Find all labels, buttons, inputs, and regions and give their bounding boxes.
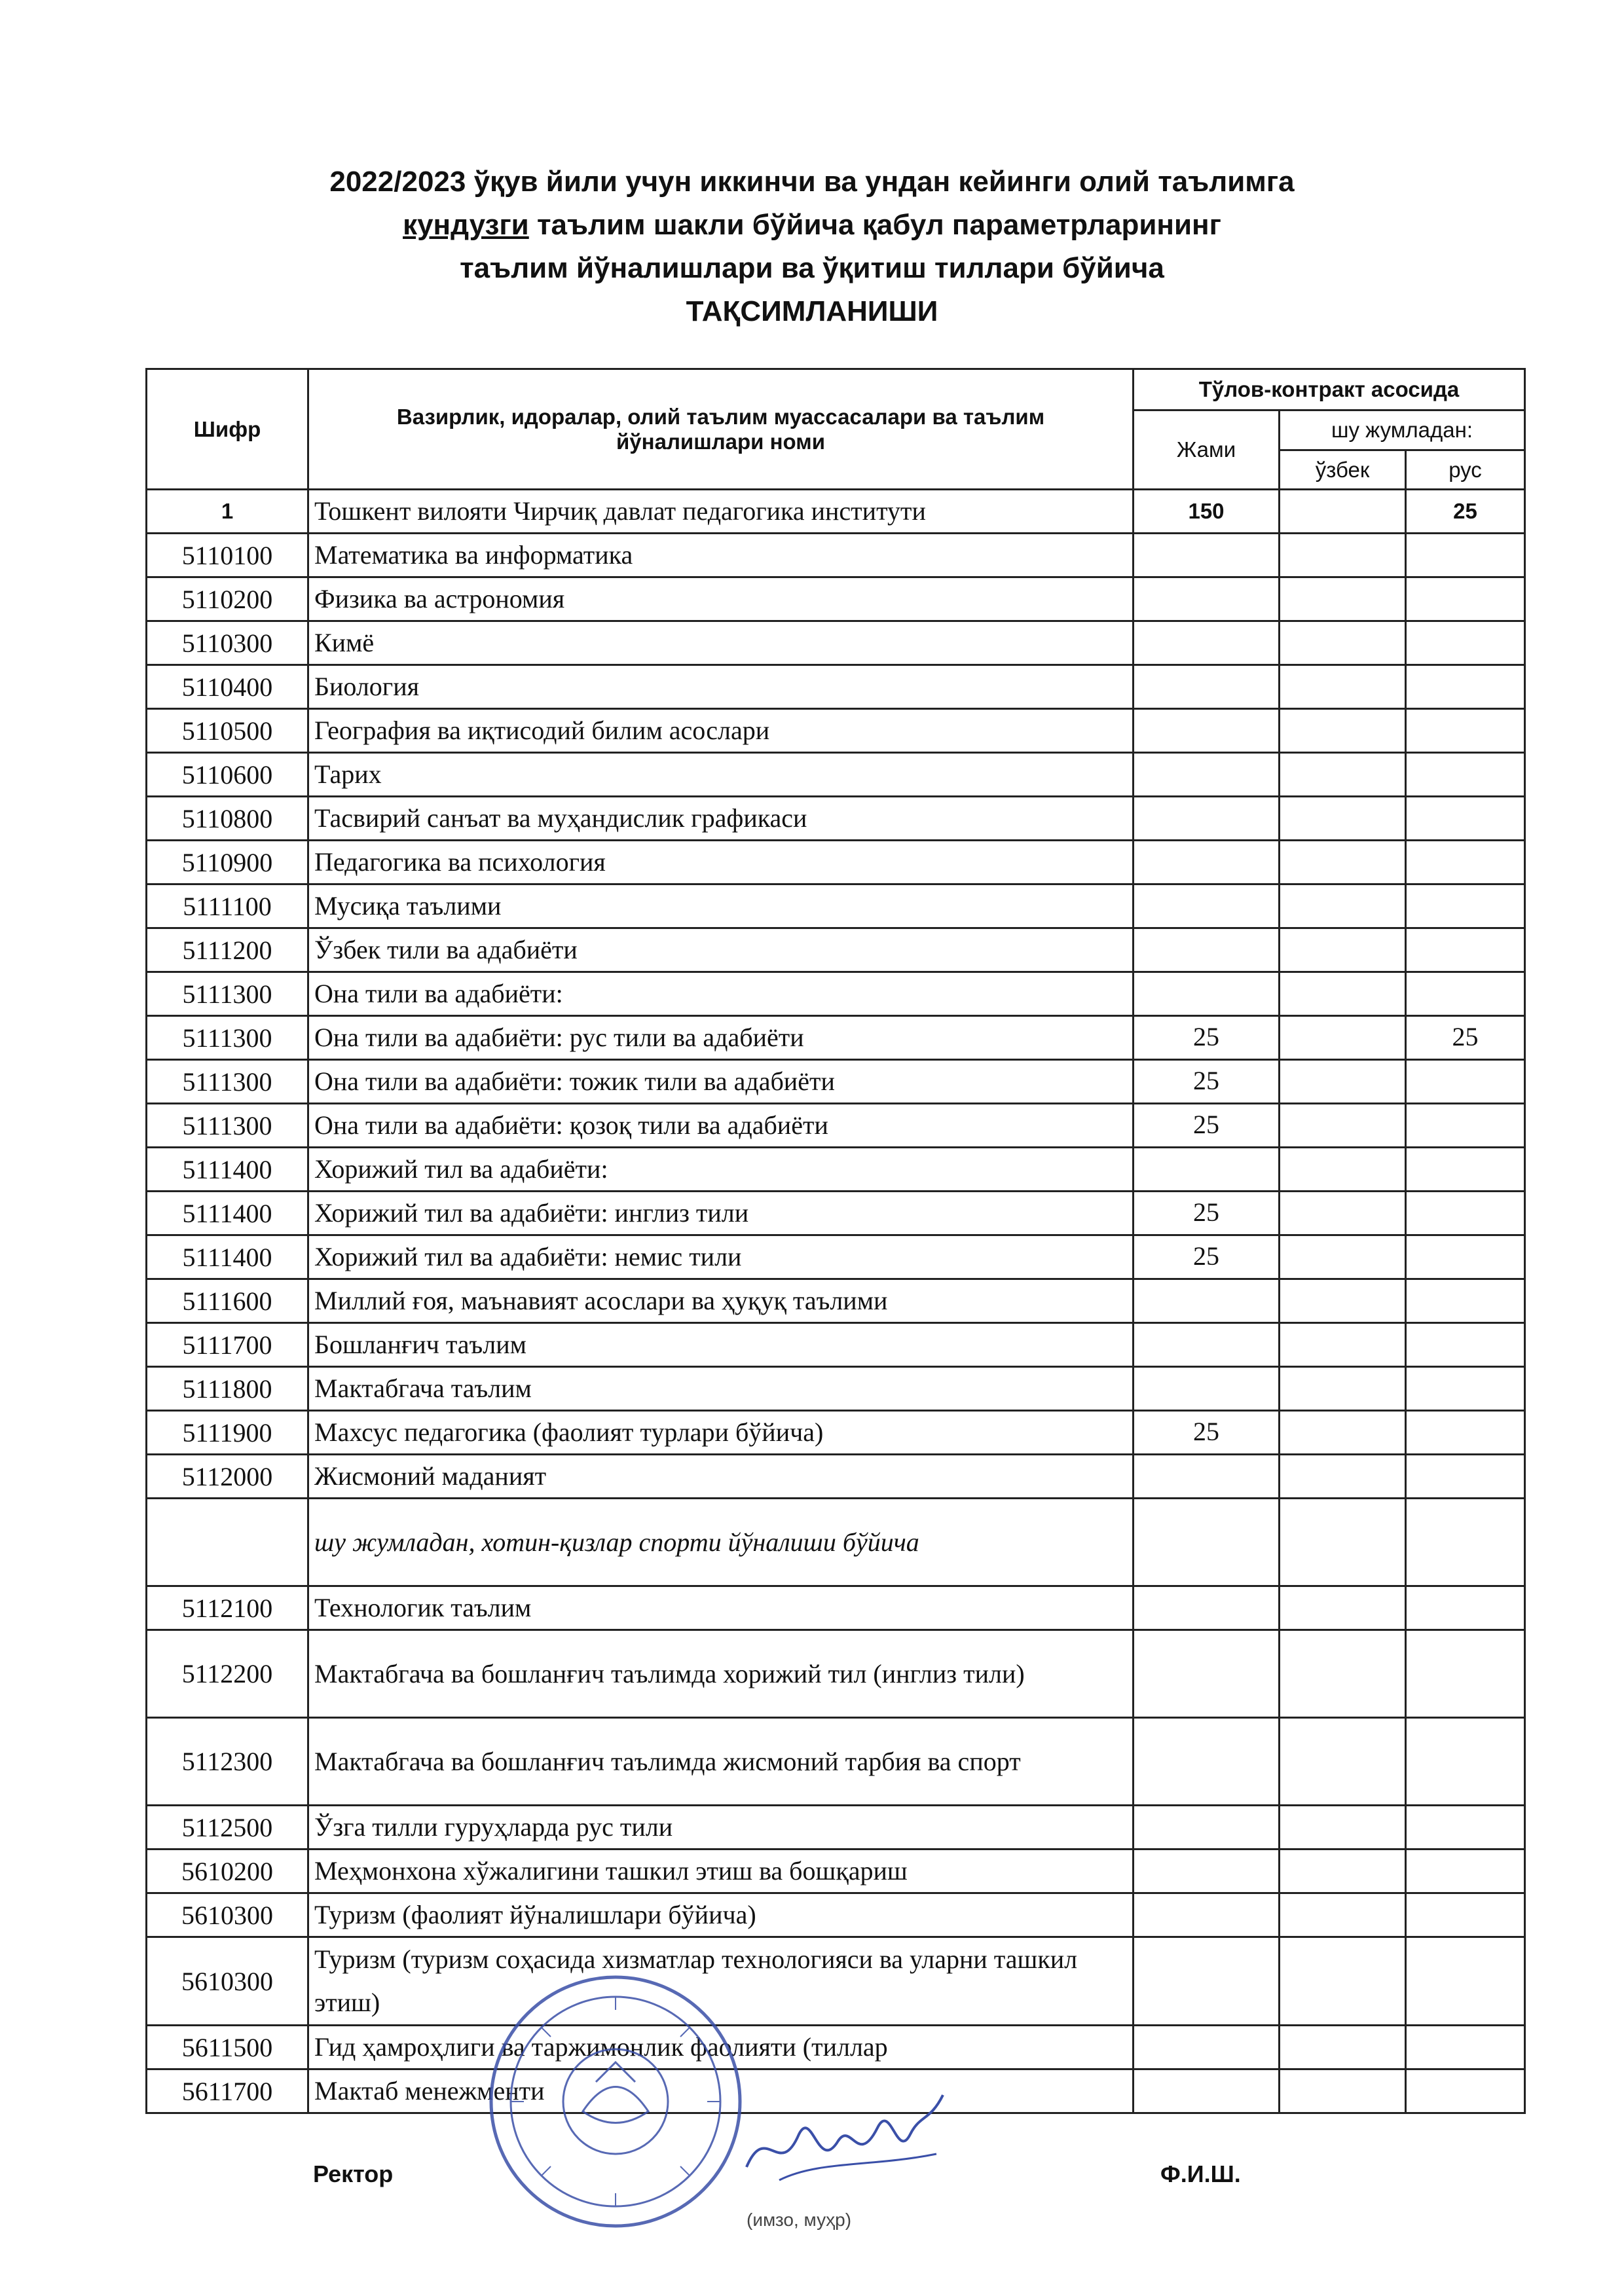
row-code: 5111300 [147,1060,308,1104]
table-row [147,797,1525,841]
table-row [147,621,1525,665]
row-code: 5111100 [147,884,308,928]
row-total [1134,1937,1280,2026]
row-uzbek [1280,797,1406,841]
row-name: Меҳмонхона хўжалигини ташкил этиш ва бошқариш [308,1850,1134,1893]
table-row [147,753,1525,797]
table-row [147,1455,1525,1499]
row-russian [1406,1630,1525,1718]
row-name: Туризм (туризм соҳасида хизматлар технологияси ва уларни ташкил этиш) [308,1937,1134,2026]
row-uzbek [1280,1411,1406,1455]
row-uzbek [1280,665,1406,709]
row-code: 5610200 [147,1850,308,1893]
row-total [1134,1323,1280,1367]
row-uzbek [1280,1586,1406,1630]
institution-uzbek [1280,490,1406,534]
row-russian [1406,665,1525,709]
row-russian: 25 [1406,1016,1525,1060]
row-name: Она тили ва адабиёти: тожик тили ва адабиёти [308,1060,1134,1104]
row-russian [1406,1323,1525,1367]
row-total [1134,2069,1280,2113]
title-line-4: ТАҚСИМЛАНИШИ [686,295,938,327]
table-row [147,1850,1525,1893]
row-code: 5111400 [147,1148,308,1192]
row-russian [1406,1104,1525,1148]
table-row [147,1893,1525,1937]
row-total [1134,841,1280,884]
row-russian [1406,2026,1525,2069]
row-uzbek [1280,1367,1406,1411]
row-russian [1406,1806,1525,1850]
row-total [1134,1148,1280,1192]
institution-row [147,490,1525,534]
institution-code: 1 [147,490,308,534]
row-code: 5111200 [147,928,308,972]
institution-russian: 25 [1406,490,1525,534]
row-total [1134,577,1280,621]
signature-icon [740,2082,950,2200]
row-name: Тасвирий санъат ва муҳандислик графикаси [308,797,1134,841]
row-total [1134,1586,1280,1630]
row-name: Гид ҳамроҳлиги ва таржимонлик фаолияти (тиллар [308,2026,1134,2069]
row-name: Хорижий тил ва адабиёти: немис тили [308,1235,1134,1279]
row-russian [1406,1279,1525,1323]
row-uzbek [1280,2069,1406,2113]
row-total [1134,1718,1280,1806]
row-code: 5112500 [147,1806,308,1850]
row-russian [1406,1850,1525,1893]
row-total [1134,797,1280,841]
row-russian [1406,1235,1525,1279]
row-code: 5111800 [147,1367,308,1411]
title-line-2 [0,204,1624,247]
document-title [0,160,1624,333]
row-name: Физика ва астрономия [308,577,1134,621]
row-code: 5110900 [147,841,308,884]
row-total [1134,928,1280,972]
row-code: 5112000 [147,1455,308,1499]
row-uzbek [1280,534,1406,577]
row-uzbek [1280,753,1406,797]
row-name: Мусиқа таълими [308,884,1134,928]
row-name: Педагогика ва психология [308,841,1134,884]
table-row [147,1718,1525,1806]
table-row [147,1323,1525,1367]
row-code: 5110100 [147,534,308,577]
row-uzbek [1280,1279,1406,1323]
row-code: 5110800 [147,797,308,841]
table-row [147,1411,1525,1455]
row-code: 5111300 [147,972,308,1016]
row-total: 25 [1134,1104,1280,1148]
row-name: Биология [308,665,1134,709]
row-uzbek [1280,1499,1406,1586]
row-name: Мактабгача таълим [308,1367,1134,1411]
row-uzbek [1280,928,1406,972]
row-russian [1406,972,1525,1016]
table-row [147,1016,1525,1060]
table-row [147,1148,1525,1192]
table-row [147,1630,1525,1718]
row-name: Хорижий тил ва адабиёти: [308,1148,1134,1192]
table-row [147,841,1525,884]
row-code: 5110600 [147,753,308,797]
row-name: Она тили ва адабиёти: қозоқ тили ва адабиёти [308,1104,1134,1148]
header-total: Жами [1134,410,1280,490]
row-name: шу жумладан, хотин-қизлар спорти йўналиши бўйича [308,1499,1134,1586]
row-code: 5111900 [147,1411,308,1455]
row-uzbek [1280,577,1406,621]
row-total [1134,709,1280,753]
row-code: 5111400 [147,1192,308,1235]
row-name: Ўзга тилли гуруҳларда рус тили [308,1806,1134,1850]
row-code: 5112300 [147,1718,308,1806]
table-row [147,1104,1525,1148]
row-name: Мактабгача ва бошланғич таълимда жисмоний тарбия ва спорт [308,1718,1134,1806]
row-uzbek [1280,1718,1406,1806]
row-uzbek [1280,884,1406,928]
row-uzbek [1280,1937,1406,2026]
table-row [147,2026,1525,2069]
row-russian [1406,1192,1525,1235]
table-row [147,1937,1525,2026]
table-row [147,1235,1525,1279]
row-name: Тарих [308,753,1134,797]
row-total [1134,1630,1280,1718]
row-name: География ва иқтисодий билим асослари [308,709,1134,753]
row-uzbek [1280,1806,1406,1850]
row-russian [1406,1367,1525,1411]
row-uzbek [1280,709,1406,753]
row-code: 5110400 [147,665,308,709]
table-row [147,928,1525,972]
row-name: Технологик таълим [308,1586,1134,1630]
row-uzbek [1280,1104,1406,1148]
row-code: 5111400 [147,1235,308,1279]
row-uzbek [1280,1850,1406,1893]
row-code: 5111300 [147,1016,308,1060]
round-seal-icon [485,1971,747,2232]
row-uzbek [1280,1630,1406,1718]
row-russian [1406,1937,1525,2026]
row-total [1134,972,1280,1016]
row-uzbek [1280,972,1406,1016]
title-line-1: 2022/2023 ўқув йили учун иккинчи ва ундан кейинги олий таълимга [329,166,1295,198]
row-name: Ўзбек тили ва адабиёти [308,928,1134,972]
table-row [147,884,1525,928]
row-total: 25 [1134,1411,1280,1455]
fio-label: Ф.И.Ш. [1160,2160,1241,2187]
row-total [1134,665,1280,709]
row-uzbek [1280,1323,1406,1367]
table-row [147,709,1525,753]
row-code: 5110300 [147,621,308,665]
row-name: Махсус педагогика (фаолият турлари бўйича) [308,1411,1134,1455]
row-total [1134,753,1280,797]
row-name: Мактабгача ва бошланғич таълимда хорижий тил (инглиз тили) [308,1630,1134,1718]
row-code: 5111700 [147,1323,308,1367]
row-russian [1406,928,1525,972]
row-uzbek [1280,1148,1406,1192]
row-uzbek [1280,1192,1406,1235]
row-code [147,1499,308,1586]
row-name: Математика ва информатика [308,534,1134,577]
row-total [1134,1850,1280,1893]
row-name: Она тили ва адабиёти: рус тили ва адабиёти [308,1016,1134,1060]
row-total [1134,884,1280,928]
row-code: 5611700 [147,2069,308,2113]
row-uzbek [1280,621,1406,665]
row-code: 5610300 [147,1937,308,2026]
table-row [147,534,1525,577]
row-total [1134,1893,1280,1937]
row-code: 5610300 [147,1893,308,1937]
row-total: 25 [1134,1016,1280,1060]
row-russian [1406,1586,1525,1630]
table-row [147,1279,1525,1323]
row-russian [1406,534,1525,577]
row-total [1134,1279,1280,1323]
table-row [147,665,1525,709]
row-russian [1406,1060,1525,1104]
table-row [147,1806,1525,1850]
institution-total: 150 [1134,490,1280,534]
row-russian [1406,1893,1525,1937]
row-russian [1406,1499,1525,1586]
table-row [147,1060,1525,1104]
row-name: Мактаб менежменти [308,2069,1134,2113]
header-code: Шифр [147,369,308,490]
row-total [1134,1806,1280,1850]
table-row [147,1367,1525,1411]
row-uzbek [1280,2026,1406,2069]
table-row [147,1586,1525,1630]
row-total: 25 [1134,1060,1280,1104]
row-russian [1406,797,1525,841]
row-russian [1406,1455,1525,1499]
row-name: Она тили ва адабиёти: [308,972,1134,1016]
row-name: Жисмоний маданият [308,1455,1134,1499]
row-total: 25 [1134,1235,1280,1279]
row-uzbek [1280,1235,1406,1279]
row-total [1134,2026,1280,2069]
row-russian [1406,753,1525,797]
header-name: Вазирлик, идоралар, олий таълим муассасалари ва таълим йўналишлари номи [308,369,1134,490]
row-total: 25 [1134,1192,1280,1235]
row-name: Туризм (фаолият йўналишлари бўйича) [308,1893,1134,1937]
row-name: Бошланғич таълим [308,1323,1134,1367]
header-including: шу жумладан: [1280,410,1525,450]
row-name: Кимё [308,621,1134,665]
title-line-3: таълим йўналишлари ва ўқитиш тиллари бўйича [460,252,1164,284]
row-russian [1406,841,1525,884]
header-russian: рус [1406,450,1525,490]
row-russian [1406,1148,1525,1192]
row-russian [1406,577,1525,621]
table-row [147,1192,1525,1235]
row-russian [1406,621,1525,665]
row-code: 5111300 [147,1104,308,1148]
row-russian [1406,1411,1525,1455]
rector-label: Ректор [313,2160,394,2187]
table-row [147,1499,1525,1586]
row-russian [1406,1718,1525,1806]
admission-table [145,368,1526,2114]
row-russian [1406,709,1525,753]
row-uzbek [1280,1893,1406,1937]
row-total [1134,1455,1280,1499]
row-code: 5112100 [147,1586,308,1630]
row-code: 5110200 [147,577,308,621]
title-line-2-rest: таълим шакли бўйича қабул параметрларининг [528,209,1221,241]
table-row [147,972,1525,1016]
row-uzbek [1280,1016,1406,1060]
row-uzbek [1280,1060,1406,1104]
stamp-caption: (имзо, муҳр) [747,2210,852,2230]
row-code: 5611500 [147,2026,308,2069]
row-russian [1406,2069,1525,2113]
row-total [1134,534,1280,577]
row-code: 5110500 [147,709,308,753]
table-row [147,577,1525,621]
institution-name: Тошкент вилояти Чирчиқ давлат педагогика институти [308,490,1134,534]
row-russian [1406,884,1525,928]
row-total [1134,1499,1280,1586]
row-code: 5112200 [147,1630,308,1718]
row-code: 5111600 [147,1279,308,1323]
row-name: Миллий ғоя, маънавият асослари ва ҳуқуқ таълими [308,1279,1134,1323]
header-uzbek: ўзбек [1280,450,1406,490]
row-uzbek [1280,841,1406,884]
title-underlined-word: кундузги [403,209,529,241]
header-contract: Тўлов-контракт асосида [1134,369,1525,410]
row-total [1134,621,1280,665]
row-name: Хорижий тил ва адабиёти: инглиз тили [308,1192,1134,1235]
row-uzbek [1280,1455,1406,1499]
row-total [1134,1367,1280,1411]
